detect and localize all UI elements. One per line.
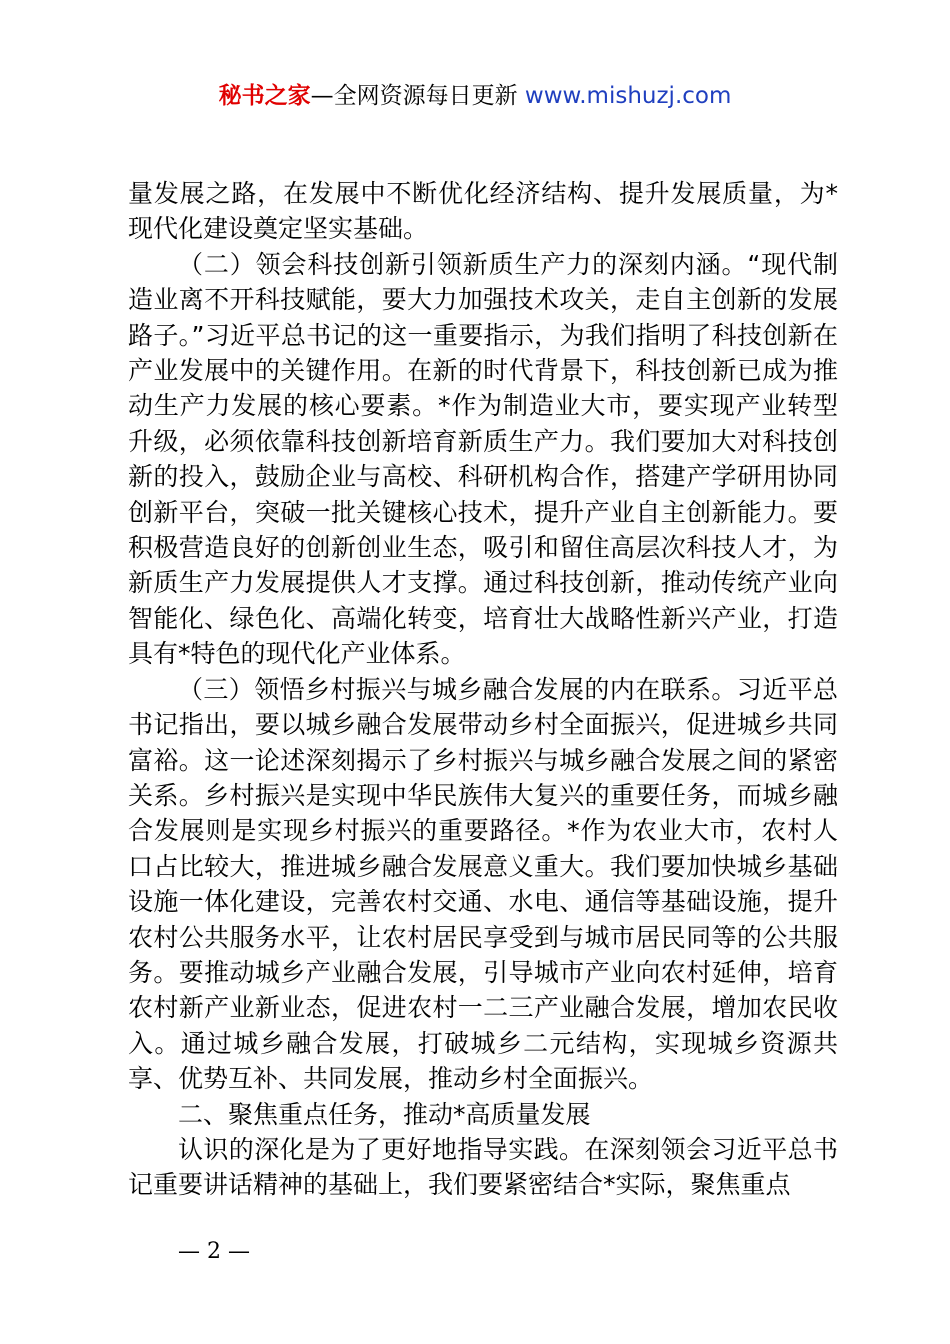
section-heading: 二、聚焦重点任务，推动*高质量发展: [178, 1099, 591, 1129]
page-header: [0, 80, 950, 112]
paragraph-continued: 量发展之路，在发展中不断优化经济结构、提升发展质量，为*现代化建设奠定坚实基础。: [128, 179, 838, 244]
document-body: [128, 176, 838, 1203]
paragraph-section-2: （二）领会科技创新引领新质生产力的深刻内涵。“现代制造业离不开科技赋能，要大力加强技术攻关，走自主创新的发展路子。”习近平总书记的这一重要指示，为我们指明了科技创新在产业发展中的关键作用。在新的时代背景下，科技创新已成为推动生产力发展的核心要素。*作为制造业大市，要实现产业转型升级，必须依靠科技创新培育新质生产力。我们要加大对科技创新的投入，鼓励企业与高校、科研机构合作，搭建产学研用协同创新平台，突破一批关键核心技术，提升产业自主创新能力。要积极营造良好的创新创业生态，吸引和留住高层次科技人才，为新质生产力发展提供人才支撑。通过科技创新，推动传统产业向智能化、绿色化、高端化转变，培育壮大战略性新兴产业，打造具有*特色的现代化产业体系。: [128, 249, 838, 669]
site-tagline: —全网资源每日更新: [310, 83, 525, 109]
page-number: — 2 —: [178, 1239, 250, 1264]
site-brand: 秘书之家: [218, 83, 311, 109]
paragraph-intro: 认识的深化是为了更好地指导实践。在深刻领会习近平总书记重要讲话精神的基础上，我们要紧密结合*实际，聚焦重点: [128, 1134, 838, 1200]
paragraph-section-3: （三）领悟乡村振兴与城乡融合发展的内在联系。习近平总书记指出，要以城乡融合发展带动乡村全面振兴，促进城乡共同富裕。这一论述深刻揭示了乡村振兴与城乡融合发展之间的紧密关系。乡村振兴是实现中华民族伟大复兴的重要任务，而城乡融合发展则是实现乡村振兴的重要路径。*作为农业大市，农村人口占比较大，推进城乡融合发展意义重大。我们要加快城乡基础设施一体化建设，完善农村交通、水电、通信等基础设施，提升农村公共服务水平，让农村居民享受到与城市居民同等的公共服务。要推动城乡产业融合发展，引导城市产业向农村延伸，培育农村新产业新业态，促进农村一二三产业融合发展，增加农民收入。通过城乡融合发展，打破城乡二元结构，实现城乡资源共享、优势互补、共同发展，推动乡村全面振兴。: [128, 674, 838, 1094]
site-url[interactable]: www.mishuzj.com: [524, 83, 732, 109]
